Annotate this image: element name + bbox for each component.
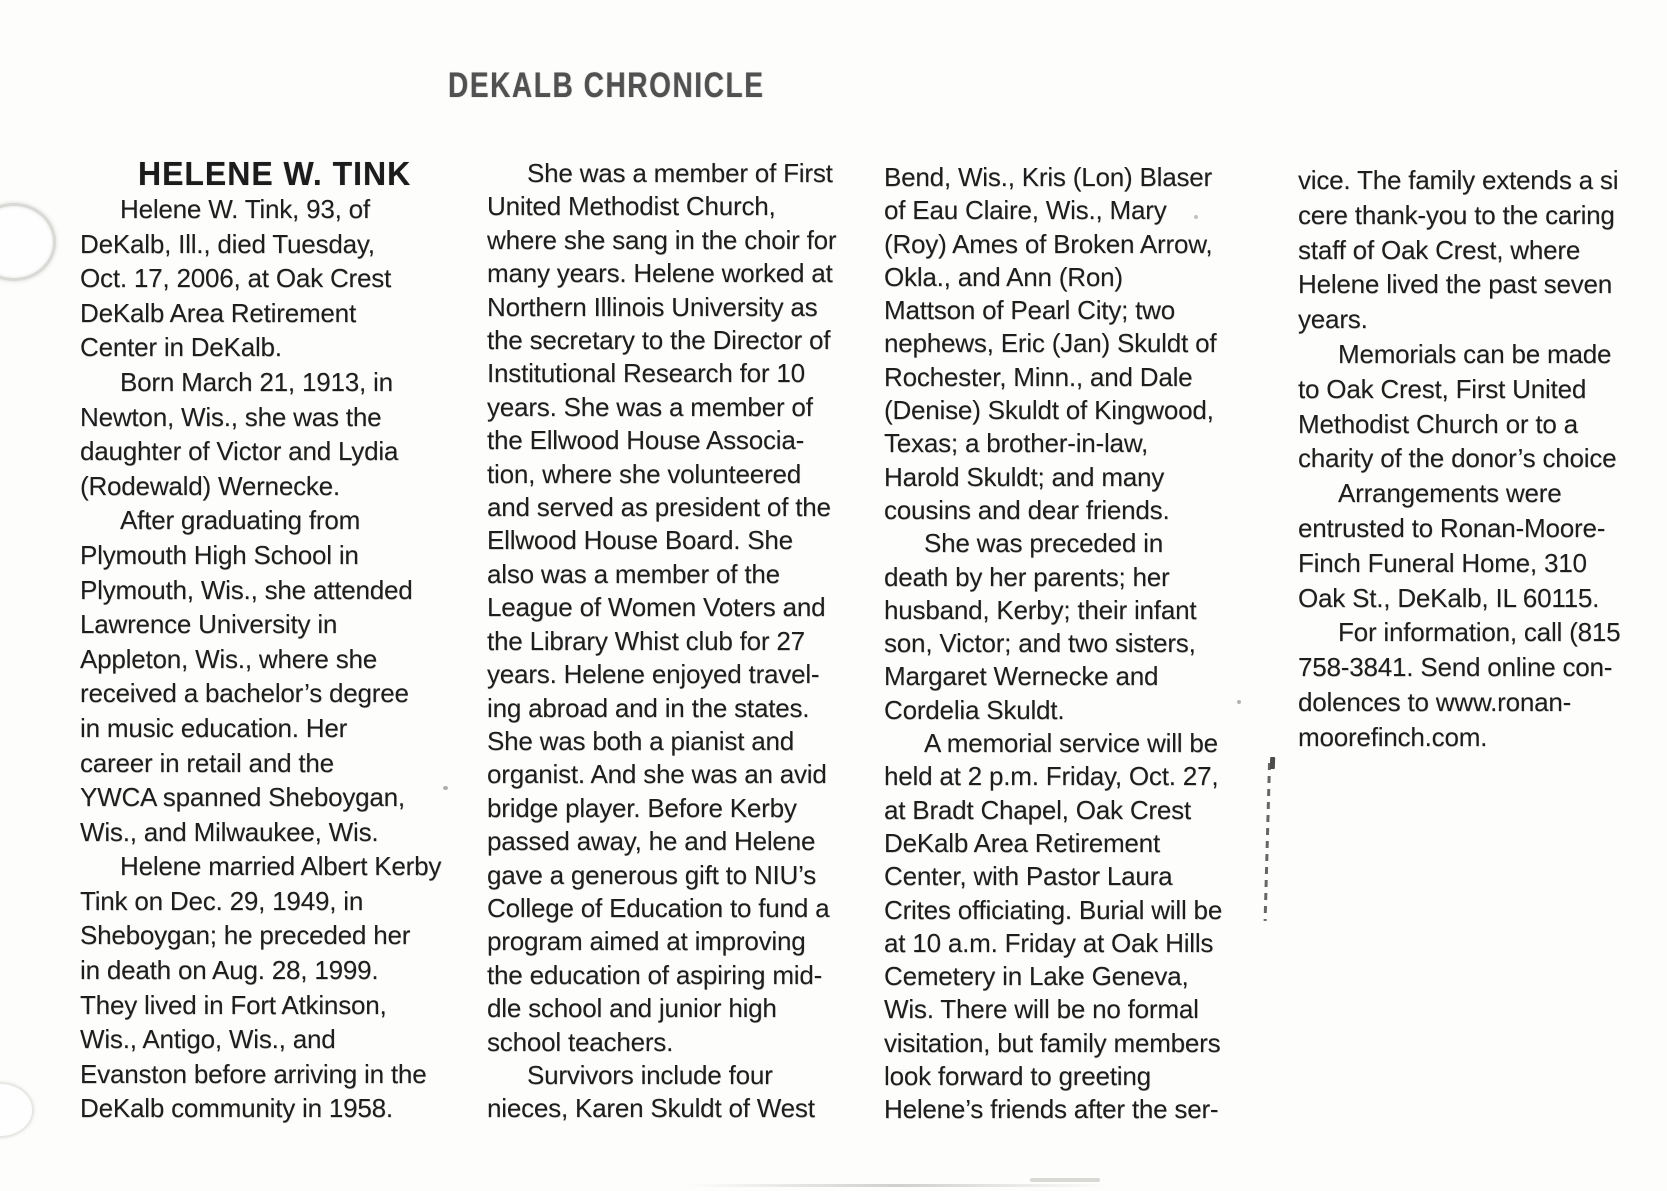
obituary-line: years. She was a member of [487,391,813,422]
obituary-column-3 [884,161,1222,1127]
obituary-line: son, Victor; and two sisters, [884,628,1196,659]
obituary-line: She was preceded in [924,528,1164,559]
obituary-line: Institutional Research for 10 [487,358,805,389]
obituary-line: DeKalb Area Retirement [80,297,356,328]
obituary-line: Born March 21, 1913, in [120,366,393,397]
obituary-line: For information, call (815 [1338,617,1621,648]
obituary-line: YWCA spanned Sheboygan, [80,782,405,813]
obituary-line: Plymouth, Wis., she attended [80,574,413,605]
obituary-line: (Rodewald) Wernecke. [80,470,340,501]
obituary-line: in death on Aug. 28, 1999. [80,955,379,986]
obituary-line: Wis., and Milwaukee, Wis. [80,816,379,847]
obituary-column-4 [1298,163,1667,755]
obituary-line: passed away, he and Helene [487,826,816,857]
obituary-line: Survivors include four [527,1059,773,1090]
obituary-column-1 [80,192,441,1126]
obituary-line: Helene married Albert Kerby [120,851,442,882]
obituary-line: Northern Illinois University as [487,291,818,322]
obituary-line: Evanston before arriving in the [80,1058,427,1089]
obituary-line: After graduating from [120,505,361,536]
obituary-line: Rochester, Minn., and Dale [884,361,1193,392]
obituary-line: Plymouth High School in [80,539,359,570]
scan-smudge [1030,1178,1100,1182]
obituary-line: Wis., Antigo, Wis., and [80,1024,336,1055]
obituary-line: visitation, but family members [884,1027,1221,1058]
obituary-line: Oak St., DeKalb, IL 60115. [1298,582,1600,613]
newspaper-masthead-stamp: DEKALB CHRONICLE [448,66,765,105]
obituary-line: Texas; a brother-in-law, [884,428,1148,459]
scan-speck [1194,215,1198,219]
obituary-line: A memorial service will be [924,728,1218,759]
obituary-line: Wis. There will be no formal [884,994,1199,1025]
obituary-line: many years. Helene worked at [487,258,833,289]
obituary-line: (Roy) Ames of Broken Arrow, [884,228,1213,259]
obituary-line: United Methodist Church, [487,191,776,222]
obituary-line: the Ellwood House Associa- [487,425,805,456]
obituary-line: daughter of Victor and Lydia [80,436,399,467]
obituary-line: Finch Funeral Home, 310 [1298,547,1587,578]
obituary-line: organist. And she was an avid [487,759,827,790]
obituary-line: Helene W. Tink, 93, of [120,194,370,224]
obituary-line: She was a member of First [527,158,833,188]
obituary-line: school teachers. [487,1026,674,1057]
obituary-column-2 [487,157,836,1126]
obituary-line: and served as president of the [487,492,831,523]
obituary-line: Memorials can be made [1338,338,1612,369]
obituary-line: nieces, Karen Skuldt of West [487,1093,815,1124]
obituary-line: look forward to greeting [884,1061,1151,1092]
obituary-line: at Bradt Chapel, Oak Crest [884,794,1191,825]
obituary-line: in music education. Her [80,712,348,743]
obituary-line: gave a generous gift to NIU’s [487,859,817,890]
obituary-line: dolences to www.ronan- [1298,686,1572,717]
obituary-line: Harold Skuldt; and many [884,461,1165,492]
obituary-line: 758-3841. Send online con- [1298,652,1613,683]
obituary-line: years. [1298,304,1368,335]
obituary-line: cere thank-you to the caring [1298,199,1615,230]
obituary-line: College of Education to fund a [487,892,830,923]
obituary-line: charity of the donor’s choice [1298,443,1617,474]
obituary-line: DeKalb, Ill., died Tuesday, [80,228,375,259]
obituary-line: husband, Kerby; their infant [884,594,1197,625]
obituary-line: ing abroad and in the states. [487,692,810,723]
obituary-line: held at 2 p.m. Friday, Oct. 27, [884,761,1219,792]
obituary-line: the secretary to the Director of [487,325,831,356]
obituary-line: Sheboygan; he preceded her [80,920,411,951]
obituary-line: tion, where she volunteered [487,458,802,489]
obituary-line: vice. The family extends a si [1298,165,1619,195]
obituary-line: Tink on Dec. 29, 1949, in [80,885,364,916]
obituary-line: Helene’s friends after the ser- [884,1094,1219,1125]
obituary-line: at 10 a.m. Friday at Oak Hills [884,927,1214,958]
obituary-headline: HELENE W. TINK [138,155,412,192]
obituary-line: staff of Oak Crest, where [1298,234,1581,265]
scan-speck [443,786,448,790]
obituary-line: Mattson of Pearl City; two [884,295,1176,326]
hole-punch-artifact [0,203,56,281]
obituary-line: Center in DeKalb. [80,332,282,363]
scan-streak-artifact [1264,763,1271,921]
obituary-line: bridge player. Before Kerby [487,792,797,823]
scan-streak-artifact [1270,757,1275,769]
obituary-line: Center, with Pastor Laura [884,861,1173,892]
obituary-line: career in retail and the [80,747,334,778]
obituary-line: to Oak Crest, First United [1298,373,1587,404]
obituary-line: Helene lived the past seven [1298,269,1613,300]
obituary-line: Bend, Wis., Kris (Lon) Blaser [884,162,1212,192]
obituary-line: also was a member of the [487,558,780,589]
obituary-line: Cordelia Skuldt. [884,694,1065,725]
obituary-line: Ellwood House Board. She [487,525,793,556]
obituary-line: She was both a pianist and [487,725,795,756]
obituary-line: Appleton, Wis., where she [80,643,378,674]
obituary-line: Methodist Church or to a [1298,408,1578,439]
hole-punch-artifact [0,1082,34,1138]
scan-speck [1237,700,1241,704]
obituary-line: Margaret Wernecke and [884,661,1159,692]
obituary-line: Crites officiating. Burial will be [884,894,1223,925]
obituary-line: Arrangements were [1338,478,1562,509]
obituary-line: nephews, Eric (Jan) Skuldt of [884,328,1217,359]
obituary-line: (Denise) Skuldt of Kingwood, [884,395,1214,426]
obituary-line: Cemetery in Lake Geneva, [884,961,1189,992]
obituary-line: Okla., and Ann (Ron) [884,261,1123,292]
obituary-line: Newton, Wis., she was the [80,401,382,432]
obituary-line: of Eau Claire, Wis., Mary [884,195,1167,226]
obituary-line: entrusted to Ronan-Moore- [1298,512,1606,543]
obituary-line: DeKalb Area Retirement [884,827,1160,858]
obituary-line: program aimed at improving [487,926,806,957]
obituary-line: death by her parents; her [884,561,1170,592]
obituary-line: dle school and junior high [487,993,777,1024]
obituary-line: They lived in Fort Atkinson, [80,989,387,1020]
obituary-line: where she sang in the choir for [487,224,837,255]
obituary-line: the education of aspiring mid- [487,959,823,990]
obituary-line: cousins and dear friends. [884,494,1170,525]
obituary-line: DeKalb community in 1958. [80,1093,393,1124]
obituary-line: years. Helene enjoyed travel- [487,659,820,690]
obituary-line: Oct. 17, 2006, at Oak Crest [80,263,392,294]
obituary-line: Lawrence University in [80,609,338,640]
obituary-line: moorefinch.com. [1298,721,1488,752]
scan-smudge [688,1184,1108,1187]
obituary-line: League of Women Voters and [487,592,826,623]
obituary-line: received a bachelor’s degree [80,678,409,709]
obituary-line: the Library Whist club for 27 [487,625,805,656]
